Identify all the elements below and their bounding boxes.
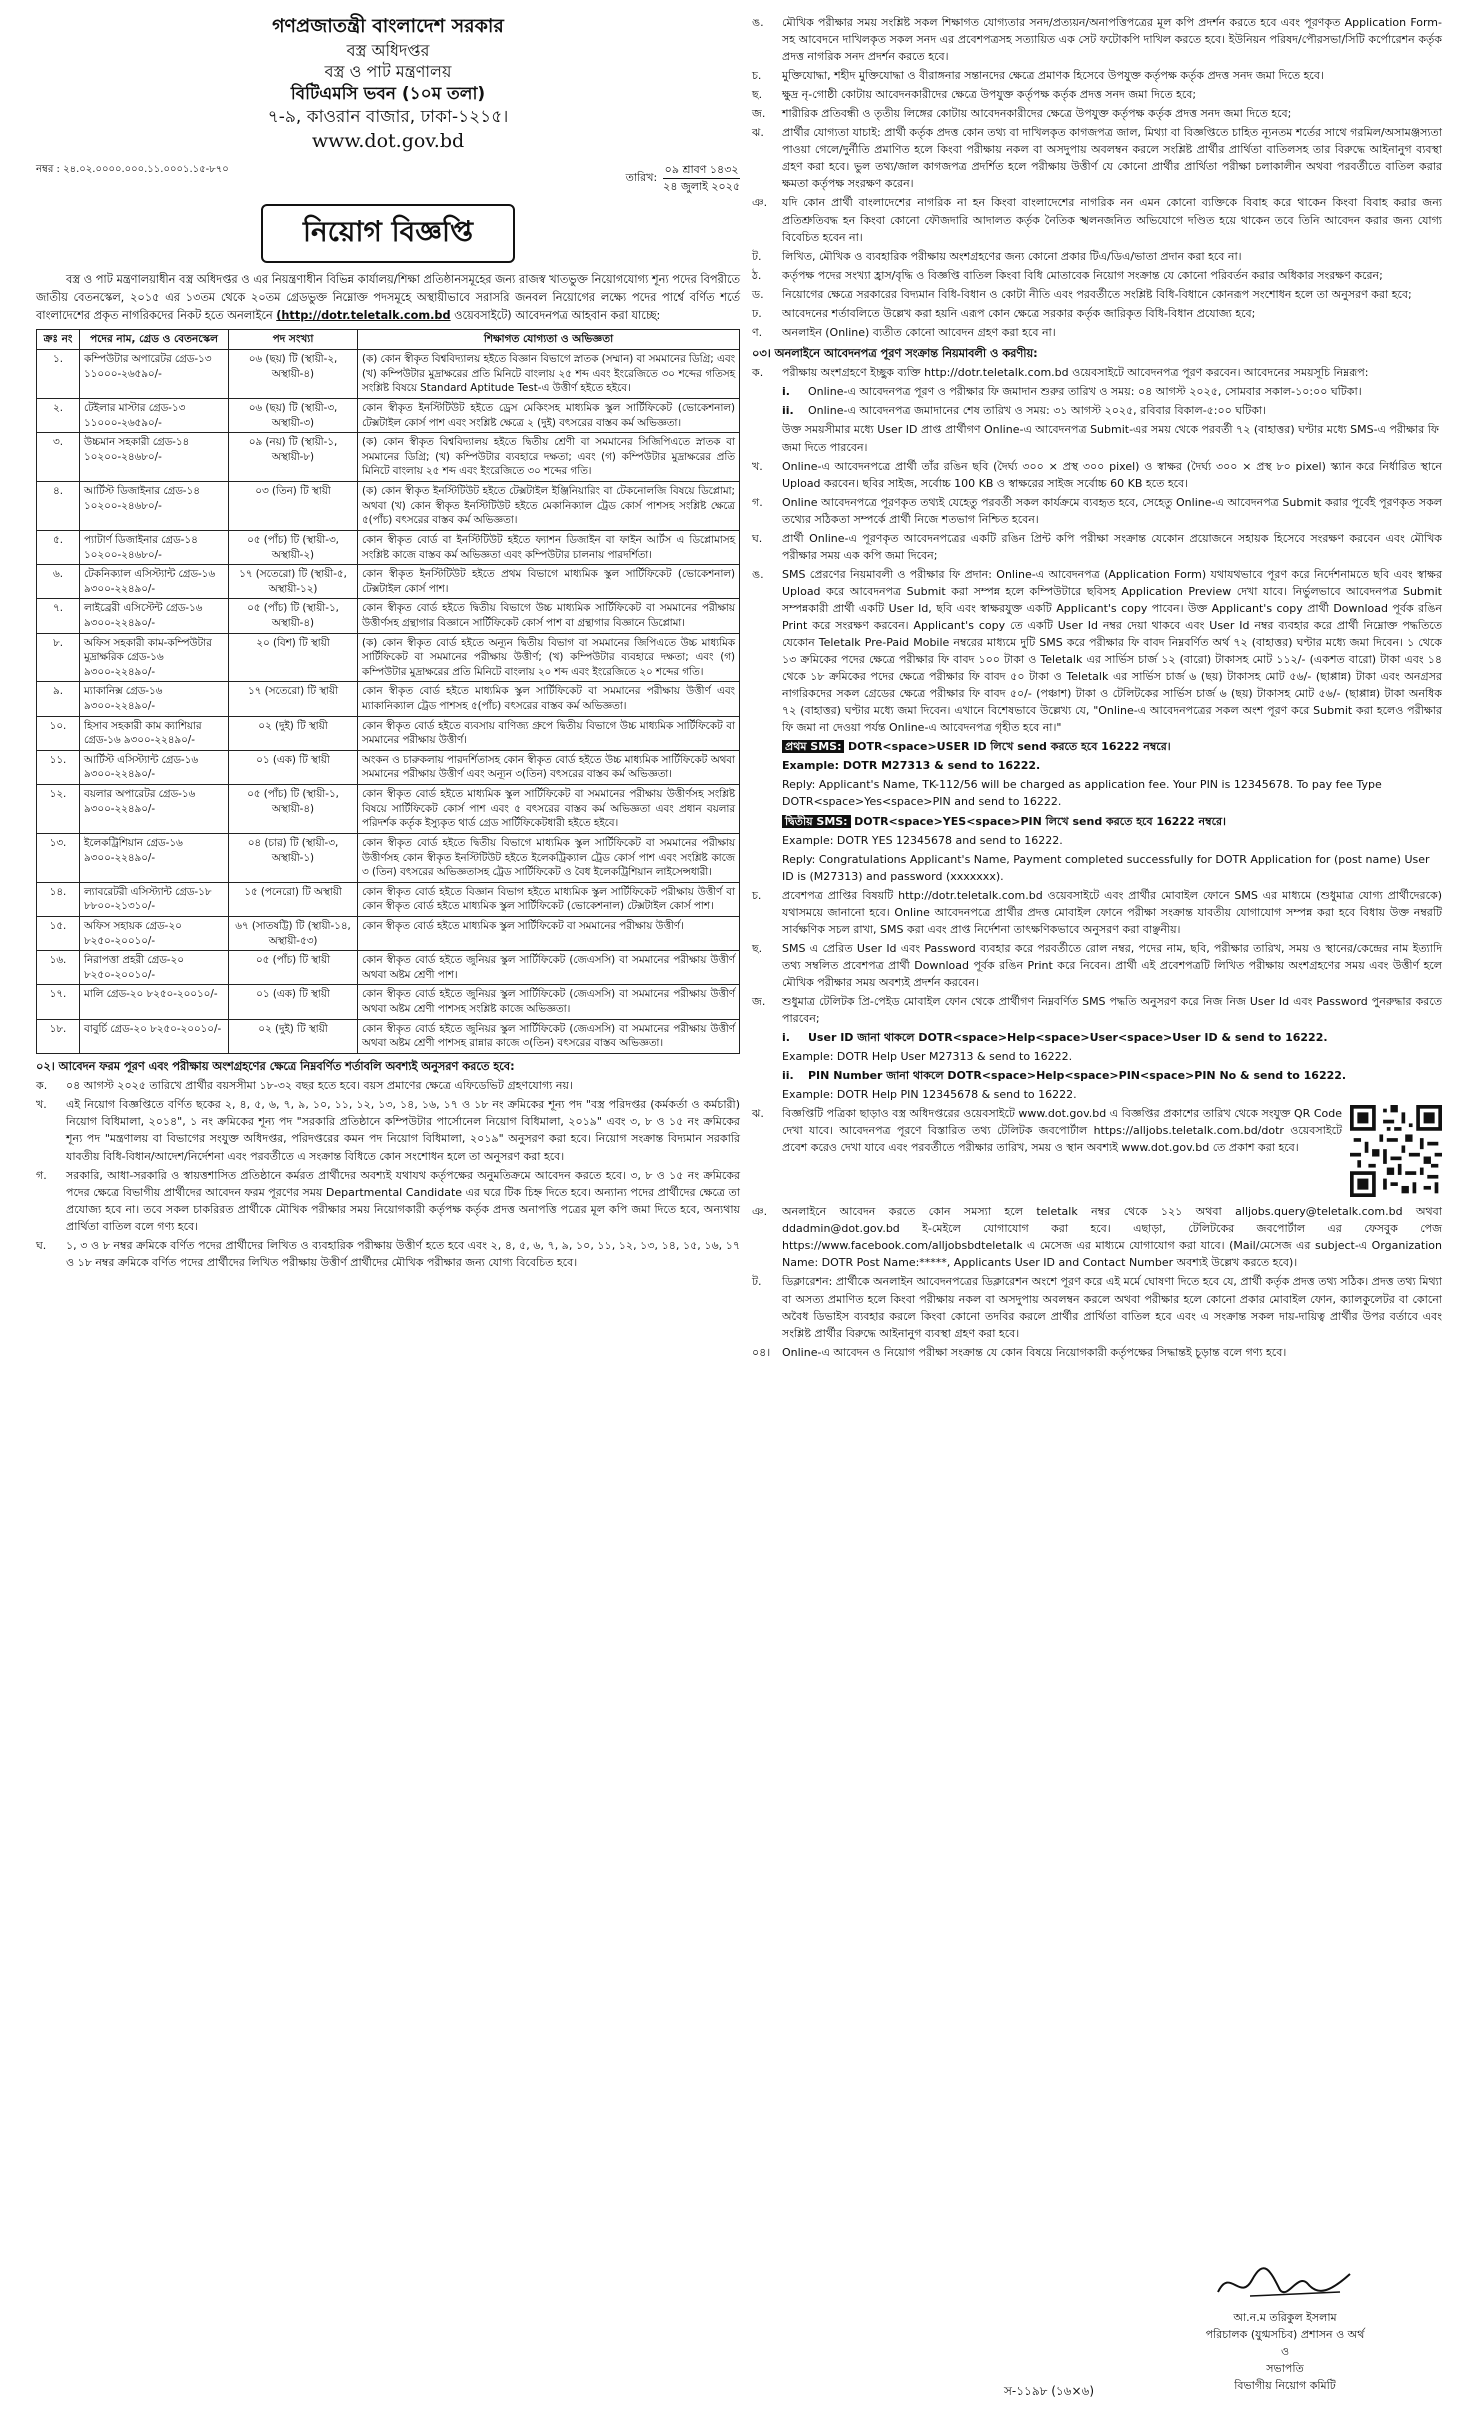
table-row [37, 399, 740, 433]
qualification-cell: (ক) কোন স্বীকৃত ইনস্টিটিউট হইতে টেক্সটাইল ইঞ্জিনিয়ারিং বা টেকনোলজি বিষয়ে ডিপ্লোমা; অথবা (খ) কোন স্বীকৃত ইনস্টিটিউট হইতে মেকানিক্যাল ট্রেড কোর্স পাশসহ সংশ্লিষ্ট ক্ষেত্রে ৫(পাঁচ) বৎসরের বাস্তব কর্ম অভিজ্ঞতা। [358, 482, 740, 531]
serial-cell: ৬. [37, 565, 80, 599]
first-sms-reply: Reply: Applicant's Name, TK-112/56 will be charged as application fee. Your PIN is 12345678. To pay fee Type DOTR<space>Yes<space>PIN and send to 16222. [782, 778, 1382, 809]
first-sms [782, 738, 1442, 755]
post-name-cell: উচ্চমান সহকারী গ্রেড-১৪ ১০২০০-২৪৬৮০/- [80, 433, 229, 482]
footer-code: স-১১৯৮ (১৬×৬) [1004, 2384, 1095, 2398]
table-row [37, 833, 740, 882]
section-2 [36, 1058, 740, 1271]
serial-cell: ১৮. [37, 1019, 80, 1053]
memo-number: নম্বর : ২৪.০২.০০০০.০০০.১১.০০০১.১৫-৮৭০ [36, 164, 229, 176]
serial-cell: ৮. [37, 633, 80, 682]
post-name-cell: ল্যাবরেটরী এসিস্ট্যান্ট গ্রেড-১৮ ৮৮০০-২১৩১০/- [80, 882, 229, 916]
s3-item-e: ঙ. SMS প্রেরণের নিয়মাবলী ও পরীক্ষার ফি প্রদান: Online-এ আবেদনপত্র (Application Form) যথাযথভাবে পূরণ করে নির্দেশনামতে ছবি এবং স্বাক্ষর Upload করে আবেদনপত্র Submit করা সম্পন্ন হলে কম্পিউটারে ছবিসহ Application Preview দেখা যাবে। নির্ভুলভাবে আবেদনপত্র Submit সম্পন্নকারী প্রার্থী একটি User Id, ছবি এবং স্বাক্ষরযুক্ত একটি Applicant's copy পাবেন। উক্ত Applicant's copy প্রার্থী Download পূর্বক রঙিন Print করে সংরক্ষণ করবেন। Applicant's copy তে একটি User Id নম্বর দেয়া থাকবে এবং User Id নম্বর ব্যবহার করে প্রার্থী নিম্নোক্ত পদ্ধতিতে যেকোন Teletalk Pre-Paid Mobile নম্বরের মাধ্যমে দুটি SMS করে পরীক্ষার ফি বাবদ নিম্নবর্ণিত অর্থ ৭২ (বাহাত্তর) ঘণ্টার মধ্যে জমা দিবেন। ১ থেকে ১৩ ক্রমিকের পদের ক্ষেত্রে পরীক্ষার ফি বাবদ ১০০ টাকা ও Teletalk এর সার্ভিস চার্জ ১২ (বারো) টাকাসহ মোট ১১২/- (একশত বারো) টাকা এবং ১৪ থেকে ১৮ ক্রমিকের পদের ক্ষেত্রে পরীক্ষার ফি বাবদ ৫০ টাকা ও Teletalk এর সার্ভিস চার্জ ৬ (ছয়) টাকাসহ মোট ৫৬/- (ছাপ্পান্ন) টাকা এবং অনগ্রসর নাগরিকদের সকল গ্রেডের ক্ষেত্রে পরীক্ষার ফি বাবদ ৫০/- (পঞ্চাশ) টাকা ও টেলিটকের সার্ভিস চার্জ ৬ (ছয়) টাকাসহ মোট ৫৬/- (ছাপ্পান্ন) টাকা অনধিক ৭২ (বাহাত্তর) ঘণ্টার মধ্যে জমা দিবেন। এখানে বিশেষভাবে উল্লেখ্য যে, "Online-এ আবেদনপত্রের সকল অংশ পূরণ করে Submit করা হলেও পরীক্ষার ফি জমা না দেওয়া পর্যন্ত Online-এ আবেদনপত্র গৃহীত হবে না।" [752, 567, 1442, 735]
date-stack [663, 162, 740, 194]
first-sms-example: Example: DOTR M27313 & send to 16222. [782, 759, 1041, 773]
table-row [37, 951, 740, 985]
memo-line [36, 162, 740, 194]
s3-item-a: ক. পরীক্ষায় অংশগ্রহণে ইচ্ছুক ব্যক্তি http://dotr.teletalk.com.bd ওয়েবসাইটে আবেদনপত্র পূরণ করবেন। আবেদনের সময়সূচি নিম্নরূপ: [752, 366, 1369, 380]
post-count-cell: ০৫ (পাঁচ) টি (স্থায়ী-১, অস্থায়ী-৪) [229, 785, 358, 834]
post-name-cell: আর্টিস্ট ডিজাইনার গ্রেড-১৪ ১০২০০-২৪৬৮০/- [80, 482, 229, 531]
item-text: শারীরিক প্রতিবন্ধী ও তৃতীয় লিঙ্গের কোটায় আবেদনকারীদের ক্ষেত্রে উপযুক্ত কর্তৃপক্ষ কর্তৃক প্রদত্ত সনদ জমা দিতে হবে; [782, 107, 1292, 121]
qualification-cell: কোন স্বীকৃত বোর্ড হইতে দ্বিতীয় বিভাগে উচ্চ মাধ্যমিক সার্টিফিকেট বা সমমানের পরীক্ষায় উত্তীর্ণসহ গ্রন্থাগার বিজ্ঞানে সার্টিফিকেট কোর্স পাশ বা গ্রন্থাগার বিজ্ঞানে ডিপ্লোমা। [358, 599, 740, 633]
serial-cell: ৯. [37, 682, 80, 716]
ministry-name: বস্ত্র ও পাট মন্ত্রণালয় [324, 62, 452, 82]
table-row [37, 433, 740, 482]
table-row [37, 1019, 740, 1053]
qualification-cell: কোন স্বীকৃত বোর্ড হইতে জুনিয়র স্কুল সার্টিফিকেট (জেএসসি) বা সমমানের পরীক্ষায় উত্তীর্ণ অথবা অষ্টম শ্রেণী পাশসহ রান্নার কাজে ৩(তিন) বৎসরের বাস্তব অভিজ্ঞতা। [358, 1019, 740, 1053]
s3-item-c: গ. Online আবেদনপত্রে পূরণকৃত তথ্যই যেহেতু পরবর্তী সকল কার্যক্রমে ব্যবহৃত হবে, সেহেতু Online-এ আবেদনপত্র Submit করার পূর্বেই পূরণকৃত সকল তথ্যের সঠিকতা সম্পর্কে প্রার্থী নিজে শতভাগ নিশ্চিত হবেন। [752, 495, 1442, 526]
table-header-row [37, 330, 740, 350]
signatory-and: ও [1280, 2345, 1290, 2359]
post-name-cell: টেইলার মাস্টার গ্রেড-১৩ ১১০০০-২৬৫৯০/- [80, 399, 229, 433]
date-label: তারিখ: [625, 170, 658, 184]
serial-cell: ১০. [37, 716, 80, 750]
qualification-cell: (ক) কোন স্বীকৃত বিশ্ববিদ্যালয় হইতে দ্বিতীয় শ্রেণী বা সমমানের সিজিপিএতে স্নাতক বা সমমানের ডিগ্রি; (খ) কম্পিউটার ব্যবহারে দক্ষতা; এবং (গ) কম্পিউটার মুদ্রাক্ষরের প্রতি মিনিটে বাংলায় ২৫ শব্দ এবং ইংরেজিতে ৩০ শব্দের গতি। [358, 433, 740, 482]
right-column [752, 14, 1442, 1363]
post-count-cell: ১৭ (সতেরো) টি স্থায়ী [229, 682, 358, 716]
item-label: চ. [752, 69, 762, 83]
item-label: ঙ. [752, 16, 764, 29]
s3-item-g: ছ. SMS এ প্রেরিত User Id এবং Password ব্যবহার করে পরবর্তীতে রোল নম্বর, পদের নাম, ছবি, পরীক্ষার তারিখ, সময় ও স্থানের/কেন্দ্রের নাম ইত্যাদি তথ্য সম্বলিত প্রবেশপত্র প্রার্থী Download পূর্বক রঙিন Print করে নিবেন। প্রার্থী এই প্রবেশপত্রটি লিখিত পরীক্ষায় অংশগ্রহণের সময় এবং উত্তীর্ণ হলে মৌখিক পরীক্ষার সময় অবশ্যই প্রদর্শন করবেন। [752, 941, 1442, 989]
qualification-cell: অংকন ও চারুকলায় পারদর্শিতাসহ কোন স্বীকৃত বোর্ড হইতে উচ্চ মাধ্যমিক সার্টিফিকেট অথবা সমমানের পরীক্ষায় উত্তীর্ণ এবং অন্যূন ৩(তিন) বৎসরের বাস্তব কর্ম অভিজ্ঞতা। [358, 750, 740, 784]
s3-h-i-example: Example: DOTR Help User M27313 & send to 16222. [782, 1050, 1073, 1064]
second-sms [782, 813, 1442, 830]
serial-cell: ৭. [37, 599, 80, 633]
signatory-title: পরিচালক (যুগ্মসচিব) প্রশাসন ও অর্থ [1205, 2328, 1365, 2342]
memo-date [626, 162, 740, 194]
table-row [37, 750, 740, 784]
qualification-cell: কোন স্বীকৃত ইনস্টিটিউট হইতে প্রথম বিভাগে মাধ্যমিক স্কুল সার্টিফিকেট (ভোকেশনাল) টেক্সটাইল কোর্স পাশ। [358, 565, 740, 599]
qualification-cell: কোন স্বীকৃত বোর্ড হইতে দ্বিতীয় বিভাগে মাধ্যমিক স্কুল সার্টিফিকেট বা সমমানের পরীক্ষায় উত্তীর্ণসহ কোন স্বীকৃত ইনস্টিটিউট হইতে ইলেকট্রিক্যাল ট্রেড কোর্স পাশ এবং সংশ্লিষ্ট কাজে ৩ (তিন) বৎসরের অভিজ্ঞতাসহ ট্রেড সার্টিফিকেট ও বৈধ ইলেকট্রিশিয়ান লাইসেন্সধারী। [358, 833, 740, 882]
post-count-cell: ২০ (বিশ) টি স্থায়ী [229, 633, 358, 682]
list-item [36, 1237, 740, 1271]
post-count-cell: ১৫ (পনেরো) টি অস্থায়ী [229, 882, 358, 916]
serial-cell: ১. [37, 350, 80, 399]
s3-a-note: উক্ত সময়সীমার মধ্যে User ID প্রাপ্ত প্রার্থীগণ Online-এ আবেদনপত্র Submit-এর সময় থেকে পরবর্তী ৭২ (বাহাত্তর) ঘণ্টার মধ্যে SMS-এ পরীক্ষার ফি জমা দিতে পারবেন। [782, 423, 1439, 454]
qualification-cell: (ক) কোন স্বীকৃত বিশ্ববিদ্যালয় হইতে বিজ্ঞান বিভাগে স্নাতক (সম্মান) বা সমমানের ডিগ্রি; এবং (খ) কম্পিউটার মুদ্রাক্ষরের প্রতি মিনিটে বাংলায় ২৫ শব্দ এবং ইংরেজিতে ৩০ শব্দের গতিসহ সংশ্লিষ্ট বিষয়ে Standard Aptitude Test-এ উত্তীর্ণ হইতে হইবে। [358, 350, 740, 399]
list-item [752, 67, 1442, 84]
serial-cell: ১৪. [37, 882, 80, 916]
qualification-cell: কোন স্বীকৃত বোর্ড বা ইনস্টিটিউট হইতে ফ্যাশন ডিজাইন বা ফাইন আর্টস এ ডিপ্লোমাসহ সংশ্লিষ্ট কাজে বাস্তব কর্ম অভিজ্ঞতা এবং কম্পিউটার চালনায় পারদর্শিতা। [358, 530, 740, 564]
item-text: মৌখিক পরীক্ষার সময় সংশ্লিষ্ট সকল শিক্ষাগত যোগ্যতার সনদ/প্রত্যয়ন/অনাপত্তিপত্রের মূল কপি প্রদর্শন করতে হবে এবং পূরণকৃত Application Form-সহ আবেদনে দাখিলকৃত সকল সনদ এর প্রবেশপত্রসহ সত্যায়িত এক সেট ফটোকপি দাখিল করতে হবে। ইউনিয়ন পরিষদ/পৌরসভা/সিটি কর্পোরেশন কর্তৃক প্রদত্ত নাগরিক সনদ প্রদর্শন করতে হবে। [782, 16, 1442, 64]
post-name-cell: বয়লার অপারেটর গ্রেড-১৬ ৯৩০০-২২৪৯০/- [80, 785, 229, 834]
qualification-cell: কোন স্বীকৃত বোর্ড হইতে মাধ্যমিক স্কুল সার্টিফিকেট বা সমমানের পরীক্ষায় উত্তীর্ণ এবং ম্যাকানিক্যাল ট্রেড পাশসহ ৫(পাঁচ) বৎসরের বাস্তব কর্ম অভিজ্ঞতা। [358, 682, 740, 716]
second-sms-tag: দ্বিতীয় SMS: [782, 815, 851, 828]
s3-item-b: খ. Online-এ আবেদনপত্রে প্রার্থী তাঁর রঙিন ছবি (দৈর্ঘ্য ৩০০ × প্রস্থ ৩০০ pixel) ও স্বাক্ষর (দৈর্ঘ্য ৩০০ × প্রস্থ ৮০ pixel) স্ক্যান করে নির্ধারিত স্থানে Upload করবেন। ছবির সাইজ, সর্বোচ্চ 100 KB ও স্বাক্ষরের সাইজ সর্বোচ্চ 60 KB হতে হবে। [752, 459, 1442, 490]
second-sms-reply: Reply: Congratulations Applicant's Name, Payment completed successfully for DOTR Application for (post name) User ID is (M27313) and password (xxxxxxx). [782, 852, 1430, 883]
serial-cell: ১১. [37, 750, 80, 784]
col-qualification: শিক্ষাগত যোগ্যতা ও অভিজ্ঞতা [358, 330, 740, 350]
second-sms-example: Example: DOTR YES 12345678 and send to 16222. [782, 833, 1063, 847]
s3-item-f: চ. প্রবেশপত্র প্রাপ্তির বিষয়টি http://dotr.teletalk.com.bd ওয়েবসাইটে এবং প্রার্থীর মোবাইল ফোনে SMS এর মাধ্যমে (শুধুমাত্র যোগ্য প্রার্থীদেরকে) যথাসময়ে জানানো হবে। Online আবেদনপত্রে প্রার্থীর প্রদত্ত মোবাইল ফোনে পরীক্ষা সংক্রান্ত যাবতীয় যোগাযোগ সম্পন্ন করা হবে বিধায় উক্ত নম্বরটি সার্বক্ষণিক সচল রাখা, SMS করা এবং প্রাপ্ত নির্দেশনা তাৎক্ষণিকভাবে অনুসরণ করা বাঞ্ছনীয়। [752, 888, 1442, 936]
dept-name: বস্ত্র অধিদপ্তর [346, 40, 430, 60]
post-name-cell: অফিস সহায়ক গ্রেড-২০ ৮২৫০-২০০১০/- [80, 916, 229, 950]
post-count-cell: ৬৭ (সাতষট্টি) টি (স্থায়ী-১৪, অস্থায়ী-৫৩) [229, 916, 358, 950]
item-label: ঠ. [752, 268, 762, 282]
first-sms-tag: প্রথম SMS: [782, 740, 844, 753]
serial-cell: ৫. [37, 530, 80, 564]
post-count-cell: ০২ (দুই) টি স্থায়ী [229, 716, 358, 750]
teletalk-link[interactable]: (http://dotr.teletalk.com.bd [276, 309, 451, 323]
serial-cell: ৩. [37, 433, 80, 482]
post-name-cell: ম্যাকানিক্স গ্রেড-১৬ ৯৩০০-২২৪৯০/- [80, 682, 229, 716]
table-row [37, 682, 740, 716]
post-name-cell: টেকনিক্যাল এসিস্ট্যান্ট গ্রেড-১৬ ৯৩০০-২২৪৯০/- [80, 565, 229, 599]
s3-h-ii: ii. PIN Number জানা থাকলে DOTR<space>Help<space>PIN<space>PIN No & send to 16222. [782, 1069, 1347, 1083]
post-count-cell: ০১ (এক) টি স্থায়ী [229, 985, 358, 1019]
section-4: ০৪। Online-এ আবেদন ও নিয়োগ পরীক্ষা সংক্রান্ত যে কোন বিষয়ে নিয়োগকারী কর্তৃপক্ষের সিদ্ধান্তই চূড়ান্ত বলে গণ্য হবে। [752, 1345, 1287, 1359]
post-name-cell: অফিস সহকারী কাম-কম্পিউটার মুদ্রাক্ষরিক গ্রেড-১৬ ৯৩০০-২২৪৯০/- [80, 633, 229, 682]
table-row [37, 530, 740, 564]
list-item [752, 248, 1442, 265]
post-count-cell: ০৬ (ছয়) টি (স্থায়ী-৩, অস্থায়ী-৩) [229, 399, 358, 433]
item-text: এই নিয়োগ বিজ্ঞপ্তিতে বর্ণিত ছকের ২, ৪, ৫, ৬, ৭, ৯, ১০, ১১, ১২, ১৩, ১৪, ১৬, ১৭ ও ১৮ নং ক্রমিকের শূন্য পদ "বস্ত্র পরিদপ্তর (কর্মকর্তা ও কর্মচারী) নিয়োগ বিধিমালা, ২০১৪", ১ নং ক্রমিকের শূন্য পদ "সরকারি প্রতিষ্ঠানে কম্পিউটার পার্সোনেল নিয়োগ বিধিমালা, ২০১৯" এবং ৩, ৮ ও ১৫ নং ক্রমিকের শূন্য পদ "মন্ত্রণালয় বা বিভাগের সংযুক্ত অধিদপ্তর, পরিদপ্তরের কমন পদ নিয়োগ বিধিমালা, ২০১৯" অনুসরণ করা হবে। নিয়োগ সংক্রান্ত বিদ্যমান সরকারি যাবতীয় বিধি-বিধান/আদেশ/নির্দেশনা এবং পরবর্তীতে এ সংক্রান্ত বিধিতে কোন সংশোধন হলে তা অনুসরণ করা হবে। [66, 1098, 740, 1163]
post-name-cell: প্যাটার্ণ ডিজাইনার গ্রেড-১৪ ১০২০০-২৪৬৮০/- [80, 530, 229, 564]
qualification-cell: কোন স্বীকৃত বোর্ড হইতে জুনিয়র স্কুল সার্টিফিকেট (জেএসসি) বা সমমানের পরীক্ষায় উত্তীর্ণ অথবা অষ্টম শ্রেণী পাশসহ সংশ্লিষ্ট কাজে অভিজ্ঞতা। [358, 985, 740, 1019]
item-label: ণ. [752, 325, 763, 339]
list-item [752, 14, 1442, 65]
post-name-cell: হিসাব সহকারী কাম ক্যাশিয়ার গ্রেড-১৬ ৯৩০০-২২৪৯০/- [80, 716, 229, 750]
item-label: ড. [752, 287, 764, 301]
table-row [37, 716, 740, 750]
s3-a-i: i. Online-এ আবেদনপত্র পূরণ ও পরীক্ষার ফি জমাদান শুরুর তারিখ ও সময়: ০৪ আগস্ট ২০২৫, সোমবার সকাল-১০:০০ ঘটিকা। [782, 385, 1362, 399]
post-count-cell: ০১ (এক) টি স্থায়ী [229, 750, 358, 784]
list-item [752, 286, 1442, 303]
intro-text: বস্ত্র ও পাট মন্ত্রণালয়াধীন বস্ত্র অধিদপ্তর ও এর নিয়ন্ত্রণাধীন বিভিন্ন কার্যালয়/শিক্ষা প্রতিষ্ঠানসমূহের জন্য রাজস্ব খাতভুক্ত নিয়োগযোগ্য শূন্য পদের বিপরীতে জাতীয় বেতনস্কেল, ২০১৫ এর ১৩তম থেকে ২০তম গ্রেডভুক্ত নিম্নোক্ত পদসমূহে অস্থায়ীভাবে সরাসরি জনবল নিয়োগের লক্ষ্যে পদের পার্শ্বে বর্ণিত শর্তে বাংলাদেশের প্রকৃত নাগরিকদের নিকট হতে অনলাইনে [36, 273, 740, 323]
s3-item-d: ঘ. প্রার্থী Online-এ পূরণকৃত আবেদনপত্রের একটি রঙিন প্রিন্ট কপি পরীক্ষা সংক্রান্ত যেকোন প্রয়োজনে সহায়ক হিসেবে সংরক্ষণ করবেন এবং মৌখিক পরীক্ষার সময় এক কপি জমা দিবেন; [752, 531, 1442, 562]
section-2-heading: ০২। আবেদন ফরম পূরণ এবং পরীক্ষায় অংশগ্রহণের ক্ষেত্রে নিম্নবর্ণিত শর্তাবলি অবশ্যই অনুসরণ করতে হবে: [36, 1059, 515, 1073]
list-item [36, 1077, 740, 1094]
s3-h-ii-example: Example: DOTR Help PIN 12345678 & send to 16222. [782, 1088, 1077, 1102]
item-label: জ. [752, 107, 766, 121]
list-item [752, 324, 1442, 341]
qualification-cell: কোন স্বীকৃত বোর্ড হইতে জুনিয়র স্কুল সার্টিফিকেট (জেএসসি) বা সমমানের পরীক্ষায় উত্তীর্ণ অথবা অষ্টম শ্রেণী পাশ। [358, 951, 740, 985]
s3-a-ii: ii. Online-এ আবেদনপত্র জমাদানের শেষ তারিখ ও সময়: ৩১ আগস্ট ২০২৫, রবিবার বিকাল-৫:০০ ঘটিকা। [782, 404, 1267, 418]
col-post: পদের নাম, গ্রেড ও বেতনস্কেল [80, 330, 229, 350]
item-label: ঢ. [752, 306, 762, 320]
serial-cell: ১৭. [37, 985, 80, 1019]
list-item [752, 86, 1442, 103]
item-text: অনলাইন (Online) ব্যতীত কোনো আবেদন গ্রহণ করা হবে না। [782, 325, 1056, 339]
posts-table-body [37, 350, 740, 1054]
signatory-committee: বিভাগীয় নিয়োগ কমিটি [1234, 2379, 1336, 2393]
post-name-cell: লাইব্রেরী এসিস্টেন্ট গ্রেড-১৬ ৯৩০০-২২৪৯০/- [80, 599, 229, 633]
serial-cell: ১২. [37, 785, 80, 834]
section-2-items [36, 1077, 740, 1271]
table-row [37, 916, 740, 950]
left-column [36, 14, 740, 1273]
qualification-cell: (ক) কোন স্বীকৃত বোর্ড হইতে অন্যূন দ্বিতীয় বিভাগ বা সমমানের জিপিএতে উচ্চ মাধ্যমিক সার্টিফিকেট বা সমমানের পরীক্ষায় উত্তীর্ণ; (খ) কম্পিউটার ব্যবহারে দক্ষতা; এবং (গ) কম্পিউটার মুদ্রাক্ষরের প্রতি মিনিটে বাংলায় ২০ শব্দ এবং ইংরেজিতে ২০ শব্দের গতি। [358, 633, 740, 682]
item-label: ঞ. [752, 196, 768, 210]
item-label: ট. [752, 249, 762, 263]
post-count-cell: ০৩ (তিন) টি স্থায়ী [229, 482, 358, 531]
table-row [37, 985, 740, 1019]
post-name-cell: নিরাপত্তা প্রহরী গ্রেড-২০ ৮২৫০-২০০১০/- [80, 951, 229, 985]
item-label: গ. [36, 1168, 47, 1182]
item-text: নিয়োগের ক্ষেত্রে সরকারের বিদ্যমান বিধি-বিধান ও কোটা নীতি এবং পরবর্তীতে সংশ্লিষ্ট বিধি-বিধানে কোনরূপ সংশোধন হলে তা অনুসরণ করা হবে; [782, 287, 1412, 301]
govt-name: গণপ্রজাতন্ত্রী বাংলাদেশ সরকার [272, 15, 504, 37]
col-count: পদ সংখ্যা [229, 330, 358, 350]
list-item [752, 105, 1442, 122]
item-label: ঝ. [752, 126, 764, 140]
signatory-name: আ.ন.ম তরিকুল ইসলাম [1233, 2311, 1337, 2325]
item-text: সরকারি, আধা-সরকারি ও স্বায়ত্তশাসিত প্রতিষ্ঠানে কর্মরত প্রার্থীদের অবশ্যই যথাযথ কর্তৃপক্ষের অনুমতিক্রমে আবেদন করতে হবে। ৩, ৮ ও ১৫ নং ক্রমিকের পদের ক্ষেত্রে বিভাগীয় প্রার্থীদের আবেদন ফরম পূরণের সময় Departmental Candidate এর ঘরে টিক চিহ্ন দিতে হবে। অন্যান্য পদের প্রার্থীদের ক্ষেত্রে তা প্রযোজ্য হবে না। তবে সকল চাকরিরত প্রার্থীকে মৌখিক পরীক্ষার সময় নিয়োগকারী কর্তৃপক্ষ কর্তৃক প্রদত্ত অনাপত্তি পত্রের মূল কপি জমা দিতে হবে, অন্যথায় প্রার্থিতা বাতিল বলে গণ্য হবে। [66, 1168, 740, 1233]
list-item [752, 124, 1442, 192]
section-3 [752, 345, 1442, 1342]
post-count-cell: ১৭ (সতেরো) টি (স্থায়ী-৫, অস্থায়ী-১২) [229, 565, 358, 599]
item-text: কর্তৃপক্ষ পদের সংখ্যা হ্রাস/বৃদ্ধি ও বিজ্ঞপ্তি বাতিল কিংবা বিধি মোতাবেক নিয়োগ সংক্রান্ত যে কোনো পরিবর্তন করার অধিকার সংরক্ষণ করেন; [782, 268, 1383, 282]
item-text: আবেদনের শর্তাবলিতে উল্লেখ করা হয়নি এরূপ কোন ক্ষেত্রে সরকার কর্তৃক জারিকৃত বিধি-বিধান প্রযোজ্য হবে; [782, 306, 1256, 320]
qr-code-icon[interactable] [1350, 1105, 1442, 1197]
qualification-cell: কোন স্বীকৃত বোর্ড হইতে ব্যবসায় বাণিজ্য গ্রুপে দ্বিতীয় বিভাগে উচ্চ মাধ্যমিক সার্টিফিকেট বা সমমানের পরীক্ষায় উত্তীর্ণ। [358, 716, 740, 750]
post-name-cell: মালি গ্রেড-২০ ৮২৫০-২০০১০/- [80, 985, 229, 1019]
post-count-cell: ০৪ (চার) টি (স্থায়ী-৩, অস্থায়ী-১) [229, 833, 358, 882]
item-text: লিখিত, মৌখিক ও ব্যবহারিক পরীক্ষায় অংশগ্রহণের জন্য কোনো প্রকার টিএ/ডিএ/ভাতা প্রদান করা হবে না। [782, 249, 1242, 263]
post-count-cell: ০৬ (ছয়) টি (স্থায়ী-২, অস্থায়ী-৪) [229, 350, 358, 399]
serial-cell: ১৬. [37, 951, 80, 985]
item-label: খ. [36, 1098, 47, 1112]
serial-cell: ৪. [37, 482, 80, 531]
table-row [37, 482, 740, 531]
item-label: ছ. [752, 88, 763, 102]
table-row [37, 565, 740, 599]
post-count-cell: ০২ (দুই) টি স্থায়ী [229, 1019, 358, 1053]
conditions-continued [752, 14, 1442, 341]
table-row [37, 882, 740, 916]
second-sms-format: DOTR<space>YES<space>PIN লিখে send করতে হবে 16222 নম্বরে। [854, 814, 1226, 828]
date-english: ২৪ জুলাই ২০২৫ [663, 179, 740, 193]
website: www.dot.gov.bd [311, 129, 465, 152]
s3-item-k: ট. ডিক্লারেশন: প্রার্থীকে অনলাইন আবেদনপত্রের ডিক্লারেশন অংশে পূরণ করে এই মর্মে ঘোষণা দিতে হবে যে, প্রার্থী কর্তৃক প্রদত্ত তথ্য সঠিক। প্রদত্ত তথ্য মিথ্যা বা অসত্য প্রমাণিত হলে কিংবা পরীক্ষায় নকল বা অসদুপায় অবলম্বন করলে অথবা পরীক্ষার হলে কোনো প্রকার মোবাইল ফোন, ক্যালকুলেটর বা কোনো অবৈধ ডিভাইস ব্যবহার করলে কিংবা কোনো তদবির করলে প্রার্থীর প্রার্থিতা বাতিল হবে এবং এ সংক্রান্ত সকল দায়-দায়িত্ব প্রার্থীর উপর বর্তাবে এবং সংশ্লিষ্ট প্রার্থীর বিরুদ্ধে আইনানুগ ব্যবস্থা গ্রহণ করা হবে। [752, 1275, 1442, 1340]
date-bengali: ০৯ শ্রাবণ ১৪৩২ [663, 162, 740, 178]
item-text: যদি কোন প্রার্থী বাংলাদেশের নাগরিক না হন কিংবা বাংলাদেশের নাগরিক নন এমন কোনো ব্যক্তিকে বিবাহ করে থাকেন কিংবা বিবাহ করার জন্য প্রতিশ্রুতিবদ্ধ হন কিংবা কোনো ফৌজদারি আদালত কর্তৃক নৈতিক স্খলনজনিত অভিযোগে দণ্ডিত হয়ে থাকেন তবে তিনি আবেদন করার জন্য যোগ্য বিবেচিত হবেন না। [782, 196, 1442, 244]
s3-h-i: i. User ID জানা থাকলে DOTR<space>Help<space>User<space>User ID & send to 16222. [782, 1031, 1328, 1045]
serial-cell: ২. [37, 399, 80, 433]
post-name-cell: আর্টিস্ট এসিস্ট্যান্ট গ্রেড-১৬ ৯৩০০-২২৪৯০/- [80, 750, 229, 784]
section-3-heading: ০৩। অনলাইনে আবেদনপত্র পূরণ সংক্রান্ত নিয়মাবলী ও করণীয়: [752, 346, 1038, 360]
item-text: ১, ৩ ও ৮ নম্বর ক্রমিকে বর্ণিত পদের প্রার্থীদের লিখিত ও ব্যবহারিক পরীক্ষায় উত্তীর্ণ হতে হবে এবং ২, ৪, ৫, ৬, ৭, ৯, ১০, ১১, ১২, ১৩, ১৪, ১৫, ১৬, ১৭ ও ১৮ নম্বর ক্রমিকে বর্ণিত পদের প্রার্থীদের লিখিত পরীক্ষায় উত্তীর্ণ প্রার্থীদের মৌখিক পরীক্ষার জন্য যোগ্য বিবেচিত হবে। [66, 1238, 740, 1269]
post-name-cell: বাবুর্চি গ্রেড-২০ ৮২৫০-২০০১০/- [80, 1019, 229, 1053]
table-row [37, 633, 740, 682]
list-item [752, 194, 1442, 245]
post-name-cell: ইলেকট্রিশিয়ান গ্রেড-১৬ ৯৩০০-২২৪৯০/- [80, 833, 229, 882]
signature-mark-icon [1210, 2262, 1360, 2304]
item-text: ০৪ আগস্ট ২০২৫ তারিখে প্রার্থীর বয়সসীমা ১৮-৩২ বছর হতে হবে। বয়স প্রমাণের ক্ষেত্রে এফিডেভিট গ্রহণযোগ্য নয়। [66, 1079, 573, 1093]
post-count-cell: ০৫ (পাঁচ) টি (স্থায়ী-৩, অস্থায়ী-২) [229, 530, 358, 564]
qualification-cell: কোন স্বীকৃত ইনস্টিটিউট হইতে ড্রেস মেকিংসহ মাধ্যমিক স্কুল সার্টিফিকেট (ভোকেশনাল) টেক্সটাইল কোর্স পাশ এবং সংশ্লিষ্ট ক্ষেত্রে ২ (দুই) বৎসরের বাস্তব কর্ম অভিজ্ঞতা। [358, 399, 740, 433]
item-label: ঘ. [36, 1238, 47, 1252]
notice-title: নিয়োগ বিজ্ঞপ্তি [261, 204, 515, 263]
list-item [752, 305, 1442, 322]
intro-text-end: ওয়েবসাইটে) আবেদনপত্র আহবান করা যাচ্ছে: [454, 309, 661, 323]
item-text: প্রার্থীর যোগ্যতা যাচাই: প্রার্থী কর্তৃক প্রদত্ত কোন তথ্য বা দাখিলকৃত কাগজপত্র জাল, মিথ্যা বা বিজ্ঞপ্তিতে চাহিত ন্যূনতম শর্তের সাথে গরমিল/অসামঞ্জস্যতা পাওয়া গেলে/দুর্নীতি প্রমাণিত হলে কিংবা পরীক্ষায় নকল বা অসদুপায় অবলম্বন করলে সংশ্লিষ্ট প্রার্থীর প্রার্থিতা বাতিলসহ তার বিরুদ্ধে আইনানুগ ব্যবস্থা গ্রহণ করা হবে। ভুল তথ্য/জাল কাগজপত্র প্রদর্শিত হলে পরীক্ষায় উত্তীর্ণ যে কোনো প্রার্থীর প্রার্থিতা পরীক্ষা চলাকালীন অথবা পরবর্তীতে বাতিল করার ক্ষমতা কর্তৃপক্ষ সংরক্ষণ করেন। [782, 126, 1442, 191]
qualification-cell: কোন স্বীকৃত বোর্ড হইতে মাধ্যমিক স্কুল সার্টিফিকেট বা সমমানের পরীক্ষায় উত্তীর্ণসহ সংশ্লিষ্ট বিষয়ে সার্টিফিকেট কোর্স পাশ এবং ৫ বৎসরের বাস্তব কর্ম অভিজ্ঞতা এবং প্রধান বয়লার পরিদর্শক কর্তৃক ইস্যুকৃত থার্ড গ্রেড সার্টিফিকেটধারী হইতে হইবে। [358, 785, 740, 834]
building-name: বিটিএমসি ভবন (১০ম তলা) [290, 83, 486, 104]
s3-item-h: জ. শুধুমাত্র টেলিটক প্রি-পেইড মোবাইল ফোন থেকে প্রার্থীগণ নিম্নবর্ণিত SMS পদ্ধতি অনুসরণ করে নিজ নিজ User Id এবং Password পুনরুদ্ধার করতে পারবেন; [752, 994, 1442, 1026]
qualification-cell: কোন স্বীকৃত বোর্ড হইতে মাধ্যমিক স্কুল সার্টিফিকেট বা সমমানের পরীক্ষায় উত্তীর্ণ। [358, 916, 740, 950]
serial-cell: ১৩. [37, 833, 80, 882]
post-count-cell: ০৫ (পাঁচ) টি (স্থায়ী-১, অস্থায়ী-৪) [229, 599, 358, 633]
s3-item-i: ঝ. বিজ্ঞপ্তিটি পত্রিকা ছাড়াও বস্ত্র অধিদপ্তরের ওয়েবসাইটে www.dot.gov.bd এ বিজ্ঞপ্তির প্রকাশের তারিখ থেকে সংযুক্ত QR Code দেখা যাবে। আবেদনপত্র পূরণে বিস্তারিত তথ্য টেলিটক জবপোর্টাল https://alljobs.teletalk.com.bd/dotr ওয়েবসাইটে প্রবেশ করেও দেখা যাবে এবং পরবর্তীতে পরীক্ষার তারিখ, সময় ও স্থান অবশ্যই www.dot.gov.bd তে প্রকাশ করা হবে। [752, 1105, 1442, 1201]
col-serial: ক্রঃ নং [37, 330, 80, 350]
post-name-cell: কম্পিউটার অপারেটর গ্রেড-১৩ ১১০০০-২৬৫৯০/- [80, 350, 229, 399]
item-text: মুক্তিযোদ্ধা, শহীদ মুক্তিযোদ্ধা ও বীরাঙ্গনার সন্তানদের ক্ষেত্রে প্রমাণক হিসেবে উপযুক্ত কর্তৃপক্ষ কর্তৃক প্রদত্ত সনদ জমা দিতে হবে। [782, 69, 1324, 83]
table-row [37, 785, 740, 834]
signatory-role: সভাপতি [1266, 2362, 1304, 2376]
item-label: ক. [36, 1079, 48, 1093]
table-row [37, 350, 740, 399]
posts-table [36, 329, 740, 1054]
list-item [36, 1167, 740, 1235]
qualification-cell: কোন স্বীকৃত বোর্ড হইতে বিজ্ঞান বিভাগ হইতে মাধ্যমিক স্কুল সার্টিফিকেট পরীক্ষায় উত্তীর্ণ বা কোন স্বীকৃত বোর্ড হইতে মাধ্যমিক স্কুল সার্টিফিকেট (ভোকেশনাল) টেক্সটাইল কোর্স পাশ। [358, 882, 740, 916]
list-item [36, 1096, 740, 1164]
address: ৭-৯, কাওরান বাজার, ঢাকা-১২১৫। [267, 106, 509, 127]
item-text: ক্ষুদ্র নৃ-গোষ্ঠী কোটায় আবেদনকারীদের ক্ষেত্রে উপযুক্ত কর্তৃপক্ষ কর্তৃক প্রদত্ত সনদ জমা দিতে হবে; [782, 88, 1197, 102]
post-count-cell: ০৫ (পাঁচ) টি স্থায়ী [229, 951, 358, 985]
letterhead [36, 14, 740, 154]
first-sms-format: DOTR<space>USER ID লিখে send করতে হবে 16222 নম্বরে। [847, 740, 1171, 754]
intro-paragraph [36, 271, 740, 325]
serial-cell: ১৫. [37, 916, 80, 950]
table-row [37, 599, 740, 633]
s3-item-j: ঞ. অনলাইনে আবেদন করতে কোন সমস্যা হলে teletalk নম্বর থেকে ১২১ অথবা alljobs.query@teletalk.com.bd অথবা ddadmin@dot.gov.bd ই-মেইলে যোগাযোগ করা হবে। এছাড়া, টেলিটকের জবপোর্টাল এর ফেসবুক পেজ https://www.facebook.com/alljobsbdteletalk এ মেসেজ এর মাধ্যমে যোগাযোগ করা যাবে। (Mail/মেসেজ এর subject-এ Organization Name: DOTR Post Name:*****, Applicants User ID and Contact Number অবশ্যই উল্লেখ করতে হবে)। [752, 1205, 1442, 1270]
list-item [752, 267, 1442, 284]
signature-block [1150, 2262, 1420, 2394]
post-count-cell: ০৯ (নয়) টি (স্থায়ী-১, অস্থায়ী-৮) [229, 433, 358, 482]
